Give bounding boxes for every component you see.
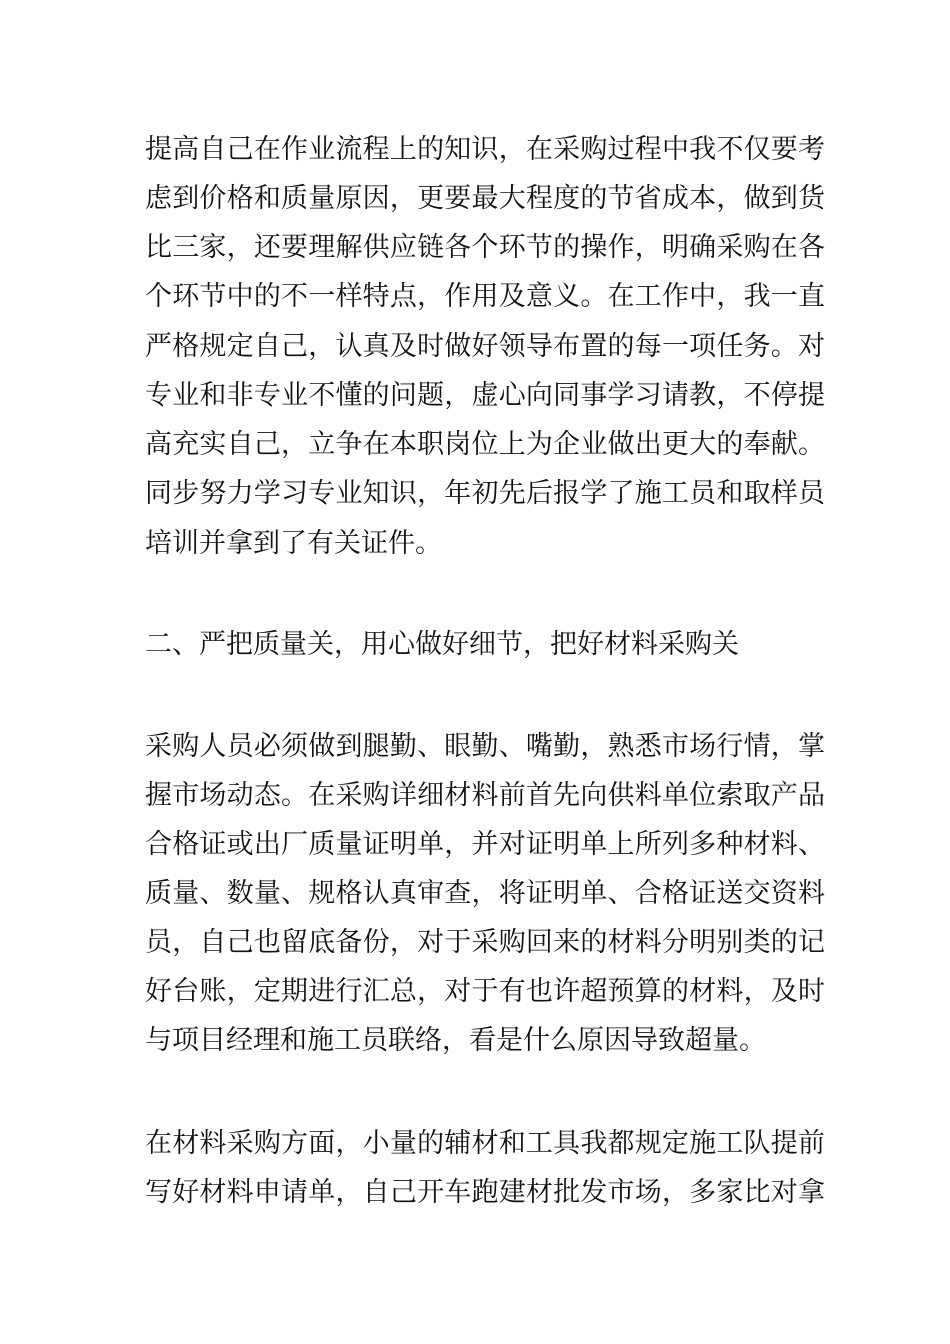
section-heading: 二、严把质量关，用心做好细节，把好材料采购关 (145, 629, 739, 660)
paragraph-3-line-3: 合格证或出厂质量证明单，并对证明单上所列多种材料、 (145, 829, 825, 860)
paragraph-4-line-2: 写好材料申请单，自己开车跑建材批发市场，多家比对拿 (145, 1177, 825, 1208)
paragraph-3-line-6: 好台账，定期进行汇总，对于有也许超预算的材料，及时 (145, 976, 825, 1007)
paragraph-3-line-4: 质量、数量、规格认真审查，将证明单、合格证送交资料 (145, 878, 825, 909)
paragraph-1-line-9: 培训并拿到了有关证件。 (145, 528, 442, 559)
paragraph-1-line-8: 同步努力学习专业知识，年初先后报学了施工员和取样员 (145, 478, 825, 509)
paragraph-1-line-2: 虑到价格和质量原因，更要最大程度的节省成本，做到货 (145, 183, 825, 214)
paragraph-1-line-6: 专业和非专业不懂的问题，虚心向同事学习请教，不停提 (145, 380, 825, 411)
paragraph-1-line-5: 严格规定自己，认真及时做好领导布置的每一项任务。对 (145, 331, 825, 362)
paragraph-4-line-1: 在材料采购方面，小量的辅材和工具我都规定施工队提前 (145, 1128, 825, 1159)
paragraph-1-line-3: 比三家，还要理解供应链各个环节的操作，明确采购在各 (145, 232, 825, 263)
paragraph-3-line-5: 员，自己也留底备份，对于采购回来的材料分明别类的记 (145, 927, 825, 958)
paragraph-1-line-7: 高充实自己，立争在本职岗位上为企业做出更大的奉献。 (145, 429, 825, 460)
paragraph-1-line-1: 提高自己在作业流程上的知识，在采购过程中我不仅要考 (145, 134, 825, 165)
paragraph-3-line-2: 握市场动态。在采购详细材料前首先向供料单位索取产品 (145, 780, 825, 811)
paragraph-3-line-1: 采购人员必须做到腿勤、眼勤、嘴勤，熟悉市场行情，掌 (145, 731, 825, 762)
paragraph-1-line-4: 个环节中的不一样特点，作用及意义。在工作中，我一直 (145, 281, 825, 312)
paragraph-3-line-7: 与项目经理和施工员联络，看是什么原因导致超量。 (145, 1025, 766, 1056)
